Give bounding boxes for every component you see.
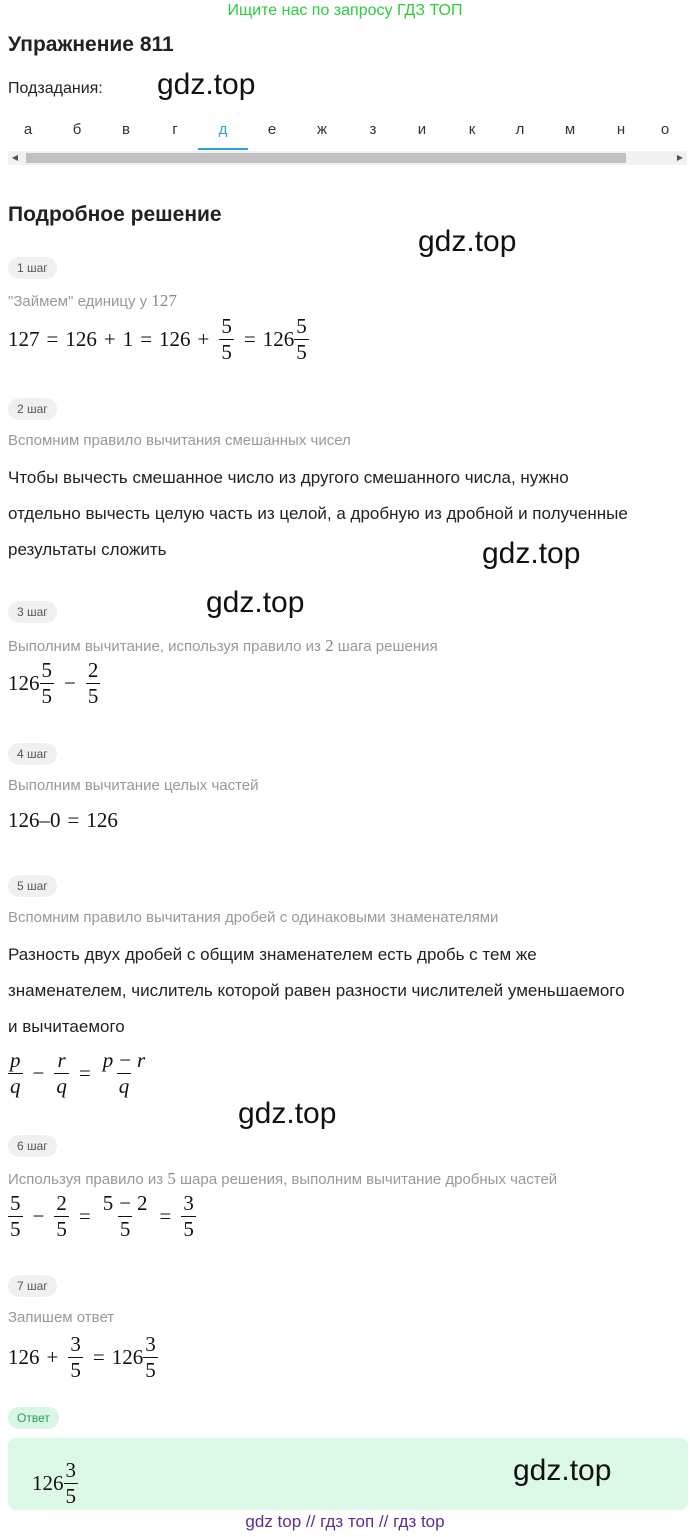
answer-value: 126 $\frac{3}{5}$ [32,1458,76,1508]
step-badge: 4 шаг [8,743,57,765]
step-description: "Займем" единицу у 127 [8,291,177,310]
subtasks-label: Подзадания: [8,80,103,97]
step-description: Выполним вычитание целых частей [8,777,259,794]
tab-zh[interactable]: ж [316,121,328,138]
tab-z[interactable]: з [369,121,377,138]
answer-box [8,1438,688,1510]
tab-i[interactable]: и [417,121,427,138]
scroll-right-icon[interactable]: ▶ [676,153,684,162]
step6-formula: $\frac{5}{5}$ − $\frac{2}{5}$ = $\frac{5 - 2}{5}$ = $\frac{3}{5}$ [10,1191,194,1241]
step-badge: 5 шаг [8,875,57,897]
step-description: Вспомним правило вычитания дробей с одинаковыми знаменателями [8,909,499,926]
step-description: Выполним вычитание, используя правило из 2 шага решения [8,636,438,655]
scroll-left-icon[interactable]: ◀ [11,153,19,162]
step5-formula: $\frac{p}{q}$ − $\frac{r}{q}$ = $\frac{p - r}{q}$ [10,1048,146,1098]
top-banner[interactable]: Ищите нас по запросу ГДЗ ТОП [227,2,463,19]
tab-e[interactable]: е [267,121,277,138]
step3-formula: 126 $\frac{5}{5}$ − $\frac{2}{5}$ [8,658,99,708]
tab-m[interactable]: м [564,121,576,138]
step-description: Используя правило из 5 шара решения, выполним вычитание дробных частей [8,1169,558,1188]
step-badge: 6 шаг [8,1135,57,1157]
watermark: gdz.top [206,586,305,619]
watermark: gdz.top [513,1454,612,1487]
watermark: gdz.top [157,68,256,101]
tab-b[interactable]: б [72,121,82,138]
tab-a[interactable]: а [23,121,33,138]
rule-text: Разность двух дробей с общим знаменателем есть дробь с тем же знаменателем, числитель которой равен разности числителей уменьшаемого и вычитаемого [8,945,625,1036]
step4-formula: 126–0 = 126 [8,808,118,832]
step1-formula: 127 = 126 + 1 = 126 + $\frac{5}{5}$ = 126 $\frac{5}{5}$ [8,314,307,364]
watermark: gdz.top [482,537,581,570]
step-description: Запишем ответ [8,1309,115,1326]
footer-links[interactable]: gdz top // гдз топ // гдз top [245,1512,445,1531]
section-title: Подробное решение [8,203,222,226]
tab-g[interactable]: г [172,121,178,138]
step-badge: 2 шаг [8,398,57,420]
horizontal-scrollbar[interactable] [8,151,687,165]
step-badge: 7 шаг [8,1275,57,1297]
tab-v[interactable]: в [122,121,130,138]
scrollbar-thumb[interactable] [26,153,626,163]
answer-badge: Ответ [8,1407,59,1429]
step-badge: 1 шаг [8,257,57,279]
exercise-title: Упражнение 811 [8,33,174,56]
watermark: gdz.top [238,1097,337,1130]
tab-n[interactable]: н [616,121,626,138]
step-badge: 3 шаг [8,601,57,623]
subtask-tabs [0,116,690,150]
tab-d[interactable]: д [198,116,248,150]
step-description: Вспомним правило вычитания смешанных чисел [8,432,351,449]
rule-text: Чтобы вычесть смешанное число из другого смешанного числа, нужно отдельно вычесть целую часть из целой, а дробную из дробной и полученные результаты сложить [8,468,628,559]
tab-k[interactable]: к [468,121,476,138]
step7-formula: 126 + $\frac{3}{5}$ = 126 $\frac{3}{5}$ [8,1332,156,1382]
tab-o[interactable]: о [660,121,670,138]
watermark: gdz.top [418,225,517,258]
tab-l[interactable]: л [515,121,525,138]
